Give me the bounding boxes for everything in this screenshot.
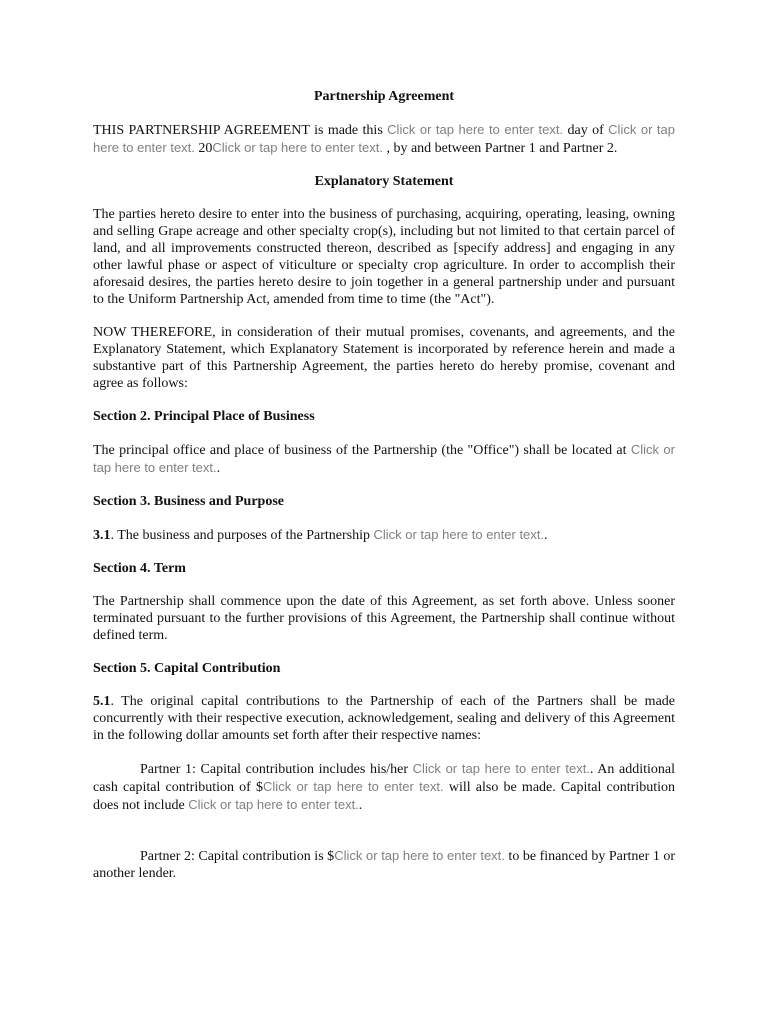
document-title: Partnership Agreement (313, 89, 455, 104)
now-therefore-paragraph: NOW THEREFORE, in consideration of their mutual promises, covenants, and agreements, and the Explanatory Statement, which Explanatory Statement is incorporated by reference herein and made a substantive part of this Partnership Agreement, the parties hereto do hereby promise, covenant and agree as follows: (93, 325, 675, 391)
section-3-period: . (544, 528, 548, 543)
section-5-heading: Section 5. Capital Contribution (93, 661, 281, 676)
section-2-period: . (216, 461, 221, 476)
partner-2-paragraph (93, 847, 675, 882)
section-2-paragraph (93, 441, 675, 477)
section-5-paragraph (93, 693, 675, 744)
section-4-paragraph: The Partnership shall commence upon the date of this Agreement, as set forth above. Unless sooner terminated pursuant to the further provisions of this Agreement, the Partnership shall continue without defined term. (93, 594, 675, 643)
partner-1-cash-placeholder-field[interactable]: Click or tap here to enter text. (263, 779, 444, 794)
section-4-heading: Section 4. Term (93, 561, 186, 576)
section-2-heading: Section 2. Principal Place of Business (93, 409, 315, 424)
partner-1-text-2: . An additional cash capital contribution of $ (93, 762, 675, 795)
partner-1-text-3: will also be made. Capital contribution does not include (93, 780, 675, 813)
section-3-text: . The business and purposes of the Partnership (110, 528, 374, 543)
section-2-text: The principal office and place of business of the Partnership (the "Office") shall be located at (93, 443, 631, 458)
office-location-placeholder-field[interactable]: Click or tap here to enter text. (93, 442, 675, 475)
explanatory-paragraph: The parties hereto desire to enter into the business of purchasing, acquiring, operating, leasing, owning and selling Grape acreage and other specialty crop(s), including but not limited to that certain parcel of land, and all improvements constructed thereon, described as [specify address] and engaging in any other lawful phase or aspect of viticulture or specialty crop agriculture. In order to accomplish their aforesaid desires, the parties hereto desire to join together in a general partnership under and pursuant to the Uniform Partnership Act, amended from time to time (the "Act"). (93, 207, 675, 307)
partner-1-paragraph (93, 760, 675, 814)
section-5-1-number: 5.1 (93, 694, 111, 709)
year-placeholder-field[interactable]: Click or tap here to enter text. (212, 140, 383, 155)
section-3-heading: Section 3. Business and Purpose (93, 494, 284, 509)
section-5-text: . The original capital contributions to the Partnership of each of the Partners shall be made concurrently with their respective execution, acknowledgement, sealing and delivery of this Agreement in the following dollar amounts set forth after their respective names: (93, 694, 675, 743)
intro-paragraph (93, 121, 675, 157)
intro-text-4: , by and between Partner 1 and Partner 2. (382, 141, 618, 156)
section-3-1-number: 3.1 (93, 528, 111, 543)
business-purpose-placeholder-field[interactable]: Click or tap here to enter text. (373, 527, 545, 542)
intro-text-3: 20 (194, 141, 213, 156)
intro-text-2: day of (563, 123, 609, 138)
paragraph-spacer (93, 830, 675, 847)
explanatory-heading: Explanatory Statement (314, 174, 454, 189)
partner-2-text-2: to be financed by Partner 1 or another lender. (93, 849, 676, 881)
partner-1-text-4: . (358, 798, 363, 813)
intro-text-1: THIS PARTNERSHIP AGREEMENT is made this (93, 123, 388, 138)
section-3-paragraph (93, 526, 675, 544)
partner-2-text-1: Partner 2: Capital contribution is $ (140, 849, 335, 864)
document-page (93, 82, 675, 898)
partner-1-exclusion-placeholder-field[interactable]: Click or tap here to enter text. (188, 797, 359, 812)
day-placeholder-field[interactable]: Click or tap here to enter text. (387, 122, 564, 137)
partner-2-contribution-placeholder-field[interactable]: Click or tap here to enter text. (334, 848, 505, 863)
partner-1-text-1: Partner 1: Capital contribution includes his/her (140, 762, 413, 777)
month-placeholder-field[interactable]: Click or tap here to enter text. (93, 122, 675, 155)
partner-1-contribution-placeholder-field[interactable]: Click or tap here to enter text. (412, 761, 590, 776)
